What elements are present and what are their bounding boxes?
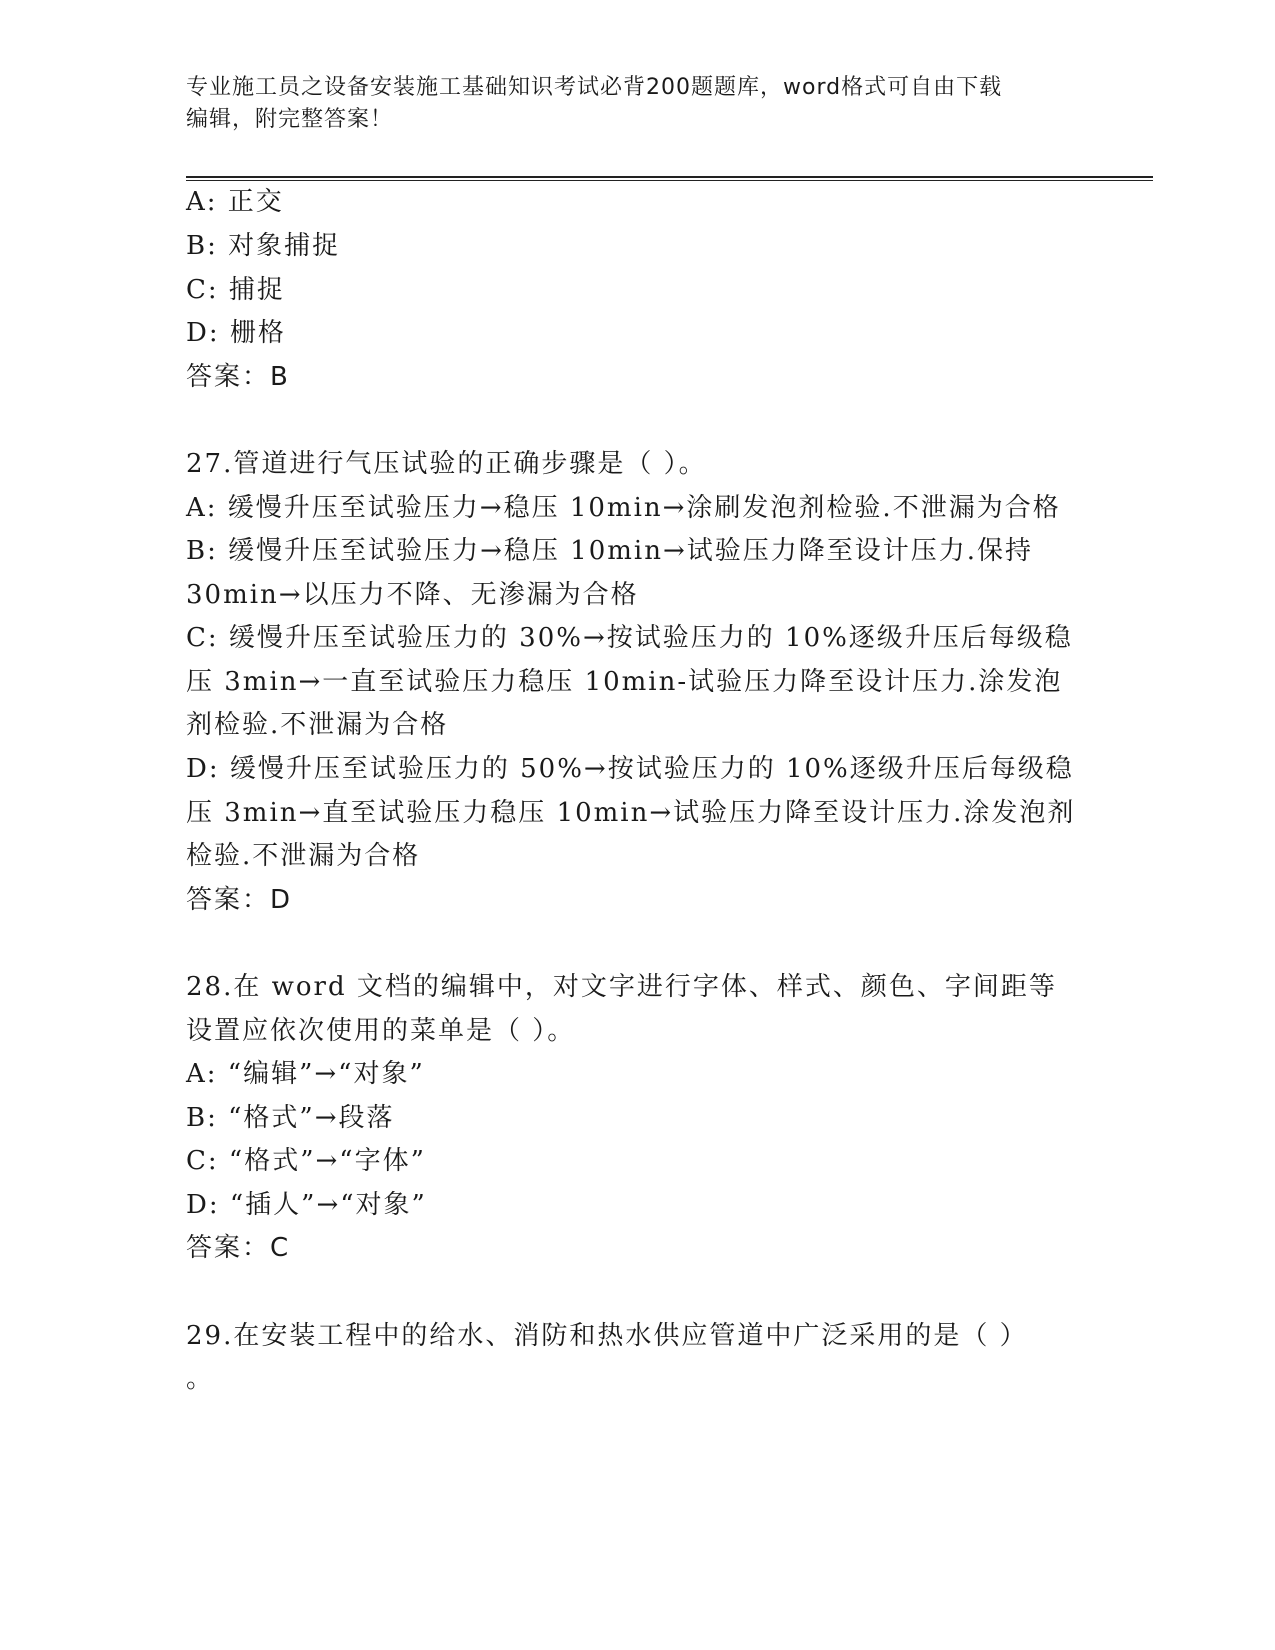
q28-option-c: C: “格式”→“字体” bbox=[186, 1146, 426, 1176]
q27-option-c-line-1: C: 缓慢升压至试验压力的 30%→按试验压力的 10%逐级升压后每级稳 bbox=[186, 623, 1073, 653]
q28-stem-line-1: 28.在 word 文档的编辑中，对文字进行字体、样式、颜色、字间距等 bbox=[186, 972, 1057, 1002]
q27-option-d-line-2: 压 3min→直至试验压力稳压 10min→试验压力降至设计压力.涂发泡剂 bbox=[186, 798, 1076, 828]
header-title-line-1: 专业施工员之设备安装施工基础知识考试必背200题题库，word格式可自由下载 bbox=[186, 75, 1003, 100]
q27-option-c-line-2: 压 3min→一直至试验压力稳压 10min-试验压力降至设计压力.涂发泡 bbox=[186, 667, 1063, 697]
q27-option-d-line-1: D: 缓慢升压至试验压力的 50%→按试验压力的 10%逐级升压后每级稳 bbox=[186, 754, 1074, 784]
q26-option-a: A: 正交 bbox=[186, 187, 284, 217]
document-header bbox=[186, 72, 1086, 136]
header-divider bbox=[186, 176, 1153, 181]
q27-option-c-line-3: 剂检验.不泄漏为合格 bbox=[186, 710, 449, 740]
q27-option-a: A: 缓慢升压至试验压力→稳压 10min→涂刷发泡剂检验.不泄漏为合格 bbox=[186, 493, 1061, 523]
q27-option-b-line-1: B: 缓慢升压至试验压力→稳压 10min→试验压力降至设计压力.保持 bbox=[186, 536, 1034, 566]
q28-option-a: A: “编辑”→“对象” bbox=[186, 1059, 425, 1089]
q26-option-b: B: 对象捕捉 bbox=[186, 231, 341, 261]
q27-option-d-line-3: 检验.不泄漏为合格 bbox=[186, 841, 421, 871]
q28-stem-line-2: 设置应依次使用的菜单是（ ）。 bbox=[186, 1016, 576, 1046]
q29-stem-line-2: 。 bbox=[186, 1364, 215, 1394]
q28-option-d: D: “插人”→“对象” bbox=[186, 1190, 427, 1220]
q27-answer: 答案：D bbox=[186, 885, 293, 915]
q28-option-b: B: “格式”→段落 bbox=[186, 1103, 395, 1133]
q26-answer: 答案：B bbox=[186, 362, 290, 392]
header-title-line-2: 编辑，附完整答案！ bbox=[186, 107, 394, 132]
q28-answer: 答案：C bbox=[186, 1233, 291, 1263]
q27-stem: 27.管道进行气压试验的正确步骤是（ ）。 bbox=[186, 449, 707, 479]
q26-option-d: D: 栅格 bbox=[186, 318, 286, 348]
q26-option-c: C: 捕捉 bbox=[186, 275, 285, 305]
q27-option-b-line-2: 30min→以压力不降、无渗漏为合格 bbox=[186, 580, 639, 610]
q29-stem-line-1: 29.在安装工程中的给水、消防和热水供应管道中广泛采用的是（ ） bbox=[186, 1321, 1028, 1351]
